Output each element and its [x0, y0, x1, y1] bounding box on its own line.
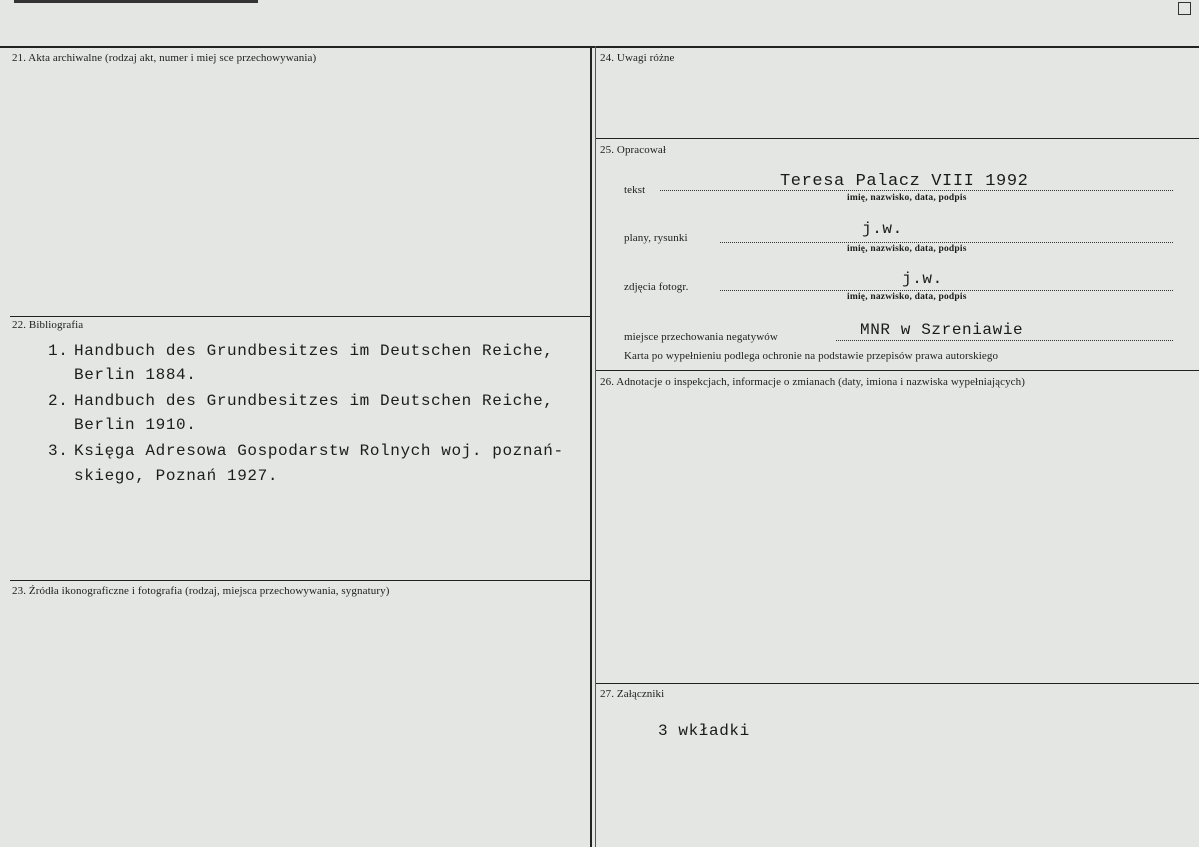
corner-checkbox: [1178, 2, 1191, 15]
plany-caption: imię, nazwisko, data, podpis: [847, 244, 967, 254]
copyright-note: Karta po wypełnieniu podlega ochronie na podstawie przepisów prawa autorskiego: [624, 350, 999, 362]
section-22-label: 22. Bibliografia: [12, 319, 84, 331]
miejsce-value: MNR w Szreniawie: [860, 321, 1024, 339]
top-rule: [0, 46, 1199, 48]
rule-21-22: [10, 316, 590, 317]
plany-value: j.w.: [862, 220, 903, 238]
section-25-label: 25. Opracował: [600, 144, 667, 156]
section-26-label: 26. Adnotacje o inspekcjach, informacje o zmianach (daty, imiona i nazwiska wypełniających): [600, 376, 1026, 388]
zdjecia-label: zdjęcia fotogr.: [624, 281, 689, 293]
section-21-label: 21. Akta archiwalne (rodzaj akt, numer i miej sce przechowywania): [12, 52, 317, 64]
bibliography-line: skiego, Poznań 1927.: [74, 467, 279, 485]
zdjecia-value: j.w.: [902, 270, 943, 288]
bibliography-line: Handbuch des Grundbesitzes im Deutschen Reiche,: [74, 392, 554, 410]
section-24-label: 24. Uwagi różne: [600, 52, 675, 64]
bibliography-line: Berlin 1884.: [74, 366, 197, 384]
zdjecia-caption: imię, nazwisko, data, podpis: [847, 292, 967, 302]
rule-25-26: [596, 370, 1199, 371]
column-divider-inner: [595, 46, 596, 847]
section-23-label: 23. Źródła ikonograficzne i fotografia (rodzaj, miejsca przechowywania, sygnatury): [12, 585, 390, 597]
miejsce-label: miejsce przechowania negatywów: [624, 331, 778, 343]
bibliography-line: Berlin 1910.: [74, 416, 197, 434]
bibliography-line: Handbuch des Grundbesitzes im Deutschen Reiche,: [74, 342, 554, 360]
tekst-value: Teresa Palacz VIII 1992: [780, 172, 1029, 191]
bibliography-number: 2.: [48, 392, 69, 410]
top-edge-mark: [14, 0, 258, 3]
column-divider: [590, 46, 592, 847]
tekst-label: tekst: [624, 184, 646, 196]
attachments-value: 3 wkładki: [658, 722, 750, 740]
bibliography-number: 3.: [48, 442, 69, 460]
bibliography-number: 1.: [48, 342, 69, 360]
plany-dotted-line: [720, 242, 1173, 243]
bibliography-line: Księga Adresowa Gospodarstw Rolnych woj. poznań-: [74, 442, 564, 460]
section-27-label: 27. Załączniki: [600, 688, 665, 700]
plany-label: plany, rysunki: [624, 232, 688, 244]
rule-26-27: [596, 683, 1199, 684]
rule-24-25: [596, 138, 1199, 139]
zdjecia-dotted-line: [720, 290, 1173, 291]
tekst-caption: imię, nazwisko, data, podpis: [847, 193, 967, 203]
miejsce-dotted-line: [836, 340, 1173, 341]
rule-22-23: [10, 580, 590, 581]
